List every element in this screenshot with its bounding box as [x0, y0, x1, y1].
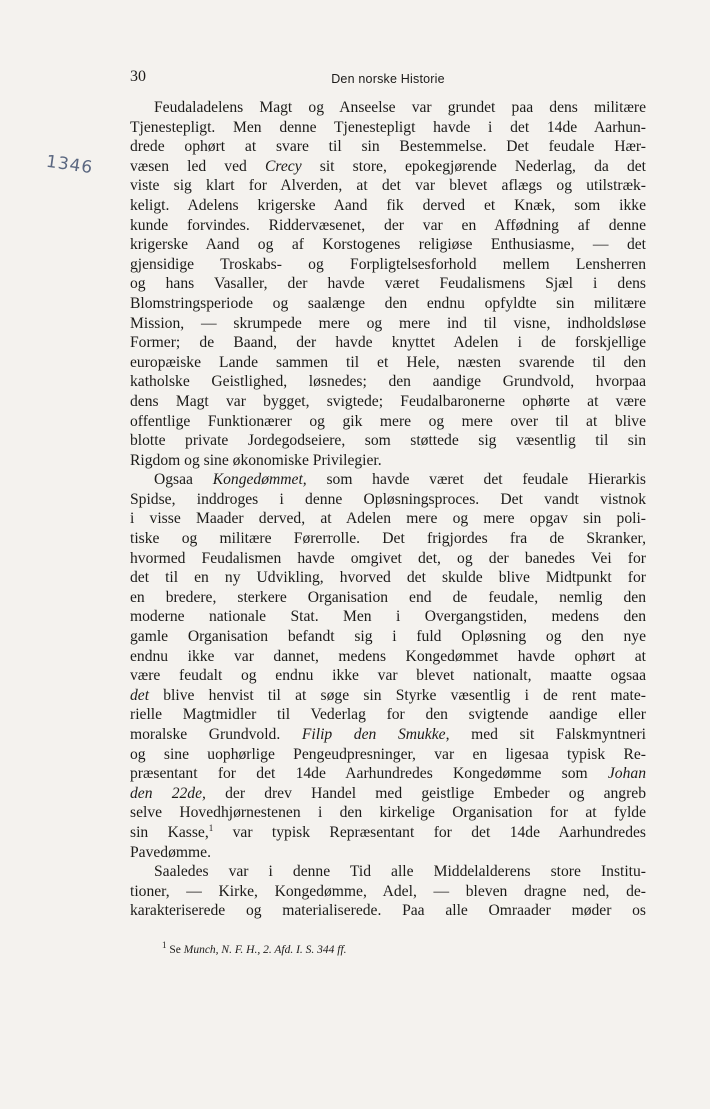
- text-span: moralske Grundvold.: [130, 726, 302, 743]
- text-span: Spidse, inddroges i denne Opløsningsproces. Det vandt vistnok: [130, 490, 646, 508]
- italic-text: det: [130, 686, 150, 704]
- text-line: [130, 196, 646, 216]
- text-line: [130, 216, 646, 236]
- text-span: Rigdom og sine økonomiske Privilegier.: [130, 451, 382, 469]
- page-number: 30: [130, 68, 146, 85]
- text-span: viste sig klart for Alverden, at det var blevet aflægs og utilstræk-: [130, 177, 646, 195]
- text-line: [130, 901, 646, 921]
- body-text: [130, 98, 646, 921]
- text-line: [130, 784, 646, 804]
- running-title: Den norske Historie: [331, 72, 445, 86]
- italic-text: Filip den Smukke,: [301, 726, 450, 743]
- text-span: keligt. Adelens krigerske Aand fik derved et Knæk, som ikke: [130, 196, 646, 214]
- text-span: det til en ny Udvikling, hvorved det skulde blive Midtpunkt for: [130, 569, 646, 587]
- text-span: gamle Organisation befandt sig i fuld Opløsning og den nye: [130, 628, 646, 646]
- text-span: en bredere, sterkere Organisation end de feudale, nemlig den: [130, 588, 646, 606]
- text-span: blive henvist til at søge sin Styrke væsentlig i de rent mate-: [149, 686, 646, 704]
- text-line: [130, 255, 646, 275]
- text-line: [130, 98, 646, 118]
- text-span: og sine uophørlige Pengeudpresninger, var en ligesaa typisk Re-: [130, 745, 646, 763]
- text-line: [130, 274, 646, 294]
- text-line: [130, 705, 646, 725]
- text-line: [130, 412, 646, 432]
- italic-text: Kongedømmet,: [212, 471, 307, 489]
- text-span: tioner, — Kirke, Kongedømme, Adel, — bleven dragne ned, de-: [130, 882, 646, 900]
- text-span: sin Kasse,: [130, 823, 209, 841]
- text-span: krigerske Aand og af Korstogenes religiøse Enthusiasme, — det: [130, 236, 646, 254]
- text-span: drede ophørt at svare til sin Bestemmelse. Det feudale Hær-: [130, 138, 646, 156]
- text-line: [130, 353, 646, 373]
- text-line: [130, 588, 646, 608]
- text-span: karakteriserede og materialiserede. Paa alle Omraader møder os: [130, 902, 646, 920]
- footnote-reference: 1: [208, 822, 214, 833]
- text-line: [130, 686, 646, 706]
- text-line: [130, 568, 646, 588]
- text-span: moderne nationale Stat. Men i Overgangstiden, medens den: [130, 608, 646, 626]
- text-line: [130, 647, 646, 667]
- italic-text: Crecy: [264, 157, 302, 175]
- text-span: var typisk Repræsentant for det 14de Aarhundredes: [213, 823, 646, 841]
- text-line: [130, 549, 646, 569]
- text-span: Pavedømme.: [130, 843, 211, 861]
- text-line: [130, 490, 646, 510]
- text-span: Ogsaa: [154, 471, 213, 489]
- text-line: [130, 843, 646, 863]
- text-span: præsentant for det 14de Aarhundredes Kongedømme som: [130, 765, 608, 783]
- text-line: [130, 803, 646, 823]
- text-line: [130, 725, 646, 745]
- text-span: Tjenestepligt. Men denne Tjenestepligt havde i det 14de Aarhun-: [130, 118, 646, 136]
- text-span: som havde været det feudale Hierarkis: [306, 471, 646, 489]
- text-line: [130, 235, 646, 255]
- text-span: i visse Maader derved, at Adelen mere og mere opgav sin poli-: [130, 510, 646, 528]
- text-span: tiske og militære Førerrolle. Det frigjordes fra de Skranker,: [130, 530, 646, 548]
- text-span: offentlige Funktionærer og gik mere og mere over til at blive: [130, 412, 646, 430]
- footnote-prefix: Se: [169, 944, 184, 956]
- text-span: og hans Vasaller, der havde været Feudalismens Sjæl i dens: [130, 275, 646, 293]
- text-line: [130, 529, 646, 549]
- footnote-marker: 1: [162, 940, 167, 951]
- text-span: der drev Handel med geistlige Embeder og angreb: [205, 784, 647, 802]
- text-span: væsen led ved: [130, 157, 265, 175]
- text-span: rielle Magtmidler til Vederlag for den svigtende aandige eller: [130, 706, 646, 724]
- text-span: hvormed Feudalismen havde omgivet det, og der banedes Vei for: [130, 549, 646, 567]
- text-line: [130, 509, 646, 529]
- text-line: [130, 294, 646, 314]
- text-span: være feudalt og endnu ikke var blevet nationalt, maatte ogsaa: [130, 667, 646, 685]
- text-line: [130, 823, 646, 843]
- text-line: [130, 764, 646, 784]
- text-line: [130, 176, 646, 196]
- text-line: [130, 862, 646, 882]
- text-line: [130, 431, 646, 451]
- footnote-citation: Munch, N. F. H., 2. Afd. I. S. 344 ff.: [183, 944, 347, 956]
- italic-text: Johan: [607, 765, 646, 783]
- text-line: [130, 470, 646, 490]
- text-span: med sit Falskmyntneri: [449, 726, 646, 743]
- text-span: Saaledes var i denne Tid alle Middelalderens store Institu-: [154, 863, 646, 881]
- text-span: endnu ikke var dannet, medens Kongedømmet havde ophørt at: [130, 647, 646, 665]
- handwritten-margin-note: 1346: [44, 151, 95, 179]
- text-line: [130, 137, 646, 157]
- page-header: [130, 68, 646, 94]
- text-span: dens Magt var bygget, svigtede; Feudalbaronerne ophørte at være: [130, 392, 646, 410]
- footnote: [162, 940, 347, 956]
- text-span: kunde forvindes. Riddervæsenet, der var en Affødning af denne: [130, 216, 646, 234]
- text-span: Feudaladelens Magt og Anseelse var grundet paa dens militære: [154, 99, 646, 116]
- text-line: [130, 607, 646, 627]
- text-line: [130, 314, 646, 334]
- text-span: europæiske Lande sammen til et Hele, næsten svarende til den: [130, 353, 646, 371]
- text-line: [130, 392, 646, 412]
- text-span: sit store, epokegjørende Nederlag, da det: [301, 157, 646, 175]
- text-line: [130, 333, 646, 353]
- text-span: gjensidige Troskabs- og Forpligtelsesforhold mellem Lensherren: [130, 255, 646, 273]
- text-line: [130, 372, 646, 392]
- text-span: katholske Geistlighed, løsnedes; den aandige Grundvold, hvorpaa: [130, 373, 646, 391]
- text-span: blotte private Jordegodseiere, som støttede sig væsentlig til sin: [130, 432, 646, 450]
- text-line: [130, 882, 646, 902]
- text-line: [130, 745, 646, 765]
- text-line: [130, 666, 646, 686]
- text-span: Former; de Baand, der havde knyttet Adelen i de forskjellige: [130, 334, 646, 352]
- text-line: [130, 627, 646, 647]
- italic-text: den 22de,: [130, 784, 206, 802]
- text-span: selve Hovedhjørnestenen i den kirkelige Organisation for at fylde: [130, 804, 646, 822]
- text-line: [130, 118, 646, 138]
- text-line: [130, 451, 646, 471]
- text-span: Mission, — skrumpede mere og mere ind til visne, indholdsløse: [130, 314, 646, 332]
- text-line: [130, 157, 646, 177]
- text-span: Blomstringsperiode og saalænge den endnu opfyldte sin militære: [130, 294, 646, 312]
